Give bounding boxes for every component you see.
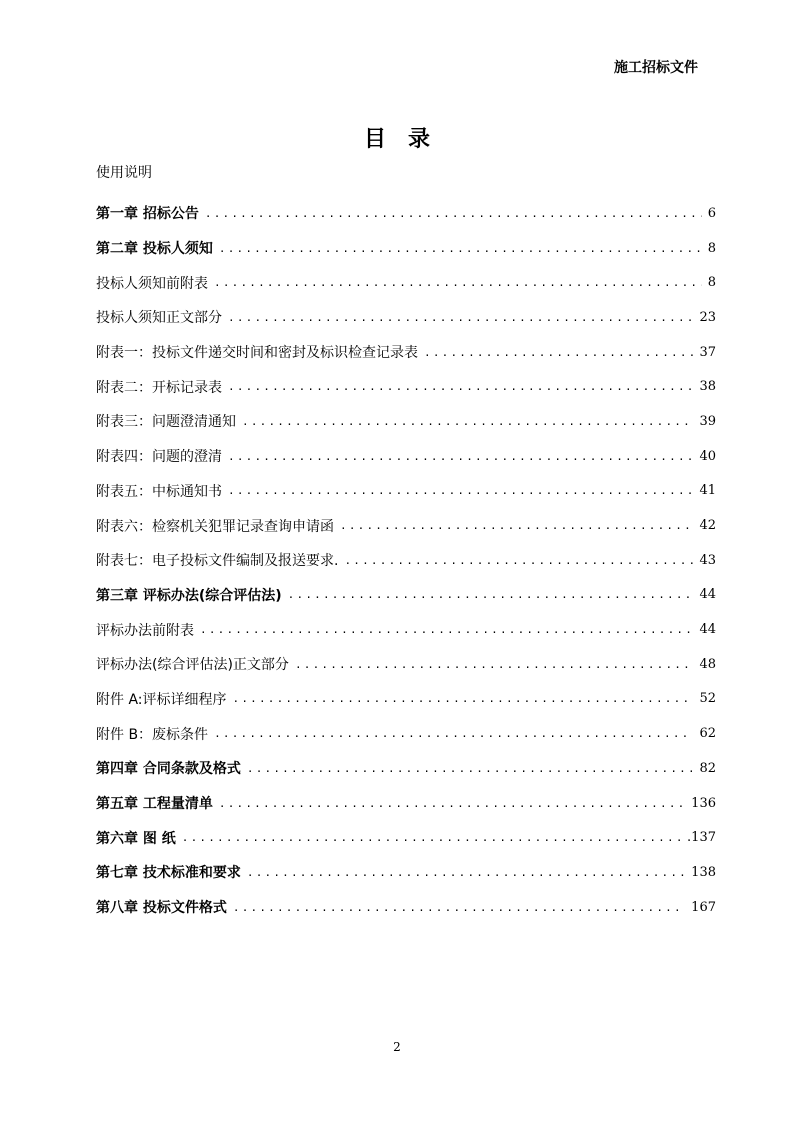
- toc-entry-title: 附表六：检察机关犯罪记录查询申请函: [96, 518, 334, 535]
- toc-leader-dots: [247, 866, 685, 879]
- toc-entry-title: 投标人须知前附表: [96, 275, 208, 292]
- toc-title: 目录: [363, 126, 452, 152]
- toc-entry-title: 附表四：问题的澄清: [96, 449, 222, 466]
- toc-entry-page: 136: [691, 795, 716, 811]
- toc-entry[interactable]: [96, 369, 716, 404]
- toc-entry-page: 43: [699, 552, 716, 568]
- toc-entry-page: 37: [699, 344, 716, 360]
- toc-entry[interactable]: [96, 786, 716, 821]
- toc-entry-title: 第四章 合同条款及格式: [96, 761, 241, 778]
- toc-leader-dots: [228, 380, 693, 393]
- toc-entry[interactable]: [96, 335, 716, 370]
- toc-leader-dots: [205, 207, 702, 220]
- toc-entry[interactable]: [96, 474, 716, 509]
- page-number: 2: [393, 1040, 401, 1054]
- toc-entry-title: 第二章 投标人须知: [96, 241, 213, 258]
- toc-entry-page: .137: [687, 830, 716, 846]
- toc-entry-title: 附表五：中标通知书: [96, 483, 222, 500]
- toc-entry-title: 附表二：开标记录表: [96, 379, 222, 396]
- toc-entry-title: 附表三：问题澄清通知: [96, 414, 236, 431]
- toc-leader-dots: [228, 450, 693, 463]
- toc-entry[interactable]: [96, 543, 716, 578]
- toc-entry-page: 8: [707, 275, 716, 291]
- toc-leader-dots: [214, 276, 702, 289]
- toc-entry-page: 40: [699, 448, 716, 464]
- toc-leader-dots: [214, 727, 693, 740]
- toc-entry-page: 8: [707, 240, 716, 256]
- table-of-contents: [96, 196, 716, 924]
- toc-entry[interactable]: [96, 196, 716, 231]
- toc-entry[interactable]: [96, 682, 716, 717]
- toc-entry[interactable]: [96, 439, 716, 474]
- toc-leader-dots: [288, 588, 694, 601]
- toc-entry[interactable]: [96, 820, 716, 855]
- toc-leader-dots: [247, 762, 694, 775]
- toc-entry[interactable]: [96, 578, 716, 613]
- toc-entry-page: 52: [699, 691, 716, 707]
- toc-entry-title: 附件 B：废标条件: [96, 726, 209, 743]
- toc-leader-dots: [219, 242, 702, 255]
- toc-leader-dots: [340, 519, 693, 532]
- toc-entry-title: 评标办法(综合评估法)正文部分: [96, 657, 289, 674]
- toc-entry[interactable]: [96, 647, 716, 682]
- toc-entry-page: 41: [699, 483, 716, 499]
- toc-entry[interactable]: [96, 751, 716, 786]
- toc-entry-page: 82: [699, 760, 716, 776]
- toc-leader-dots: [228, 311, 693, 324]
- toc-entry-page: 62: [699, 726, 716, 742]
- toc-entry-page: 38: [699, 379, 716, 395]
- toc-leader-dots: [228, 484, 693, 497]
- toc-leader-dots: [182, 831, 681, 844]
- toc-entry[interactable]: [96, 612, 716, 647]
- toc-entry-title: 附表七：电子投标文件编制及报送要求.: [96, 553, 339, 570]
- toc-leader-dots: [219, 797, 685, 810]
- toc-entry[interactable]: [96, 231, 716, 266]
- toc-entry-page: 48: [699, 656, 716, 672]
- document-header: 施工招标文件: [614, 60, 698, 76]
- toc-entry-title: 第八章 投标文件格式: [96, 900, 227, 917]
- toc-leader-dots: [233, 692, 694, 705]
- toc-leader-dots: [200, 623, 693, 636]
- toc-entry-title: 第五章 工程量清单: [96, 796, 213, 813]
- toc-leader-dots: [344, 554, 693, 567]
- toc-entry-page: 6: [707, 205, 716, 221]
- toc-entry[interactable]: [96, 890, 716, 925]
- toc-entry[interactable]: [96, 855, 716, 890]
- toc-leader-dots: [242, 415, 693, 428]
- toc-entry-page: 138: [691, 864, 716, 880]
- toc-entry[interactable]: [96, 300, 716, 335]
- toc-leader-dots: [233, 901, 685, 914]
- toc-entry-title: 投标人须知正文部分: [96, 310, 222, 327]
- usage-note: 使用说明: [96, 165, 152, 181]
- toc-entry-page: 44: [699, 622, 716, 638]
- toc-entry-title: 第一章 招标公告: [96, 206, 199, 223]
- toc-entry[interactable]: [96, 265, 716, 300]
- toc-entry-title: 第六章 图 纸: [96, 830, 176, 847]
- toc-entry-page: 44: [699, 587, 716, 603]
- toc-leader-dots: [424, 346, 693, 359]
- toc-entry-page: 167: [691, 899, 716, 915]
- toc-leader-dots: [295, 658, 694, 671]
- toc-entry[interactable]: [96, 716, 716, 751]
- toc-entry-page: 23: [699, 309, 716, 325]
- toc-entry[interactable]: [96, 508, 716, 543]
- toc-entry-title: 第七章 技术标准和要求: [96, 865, 241, 882]
- toc-entry[interactable]: [96, 404, 716, 439]
- toc-entry-title: 第三章 评标办法(综合评估法): [96, 587, 282, 604]
- toc-entry-page: 39: [699, 413, 716, 429]
- toc-entry-page: 42: [699, 518, 716, 534]
- toc-entry-title: 附件 A:评标详细程序: [96, 691, 227, 708]
- toc-entry-title: 评标办法前附表: [96, 622, 194, 639]
- toc-entry-title: 附表一：投标文件递交时间和密封及标识检查记录表: [96, 345, 418, 362]
